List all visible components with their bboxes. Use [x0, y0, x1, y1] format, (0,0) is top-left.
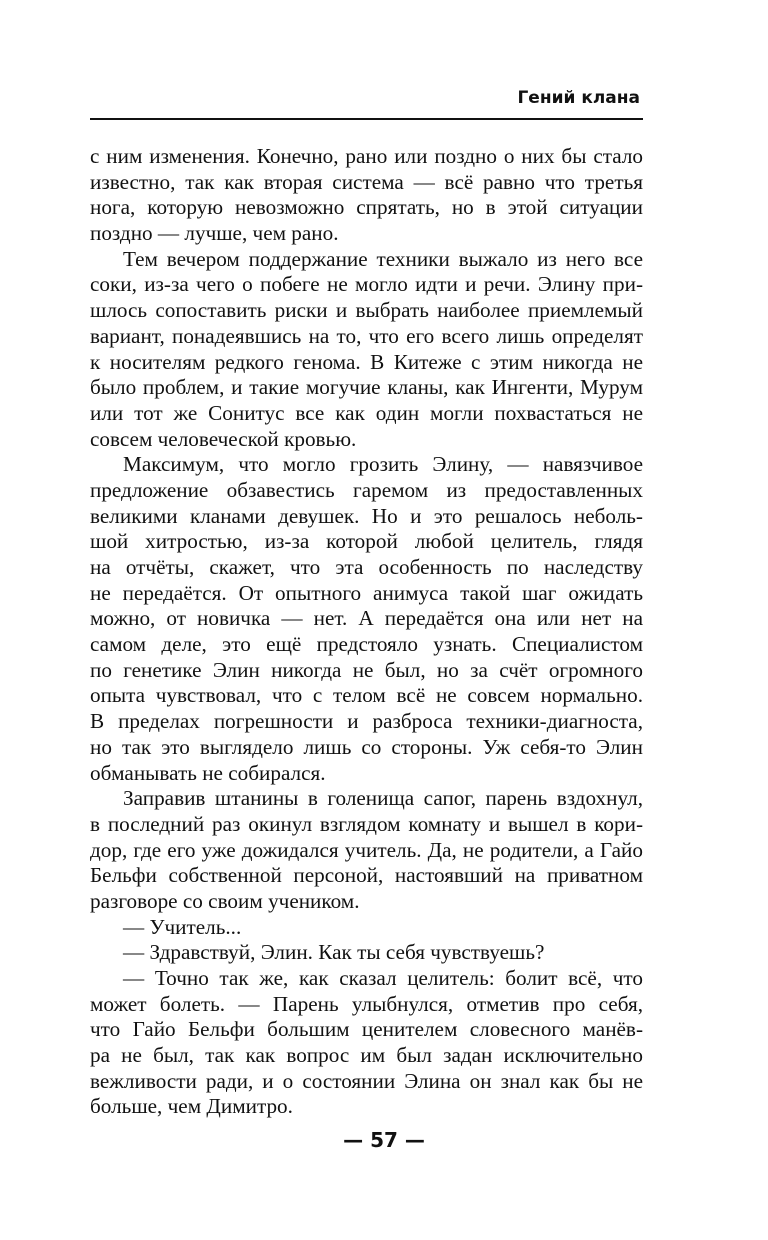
text-line: по генетике Элин никогда не был, но за счёт огромного	[90, 657, 643, 682]
text-line: Максимум, что могло грозить Элину, — навязчивое	[123, 452, 643, 477]
text-line: — Здравствуй, Элин. Как ты себя чувствуешь?	[123, 940, 545, 965]
text-line: обманывать не собирался.	[90, 760, 326, 785]
text-line: — Точно так же, как сказал целитель: болит всё, что	[123, 966, 643, 990]
text-line: Бельфи собственной персоной, настоявший на приватном	[90, 863, 643, 888]
text-line: ра не был, так как вопрос им был задан исключительно	[90, 1043, 643, 1068]
text-line: но так это выглядело лишь со стороны. Уж себя-то Элин	[90, 734, 643, 759]
text-line: вариант, понадеявшись на то, что его всего лишь определят	[90, 323, 643, 348]
text-line: шлось сопоставить риски и выбрать наиболее приемлемый	[90, 298, 643, 323]
text-line: можно, от новичка — нет. А передаётся она или нет на	[90, 606, 643, 631]
text-line: на отчёты, скажет, что эта особенность по наследству	[90, 555, 643, 579]
text-line: больше, чем Димитро.	[90, 1094, 293, 1119]
text-line: В пределах погрешности и разброса техники-диагноста,	[90, 709, 643, 734]
page-number: — 57 —	[343, 1128, 425, 1152]
text-line: — Учитель...	[123, 914, 242, 939]
text-line: с ним изменения. Конечно, рано или поздно о них бы стало	[90, 144, 643, 168]
text-line: дор, где его уже дожидался учитель. Да, не родители, а Гайо	[90, 837, 643, 862]
text-line: в последний раз окинул взглядом комнату и вышел в кори-	[90, 811, 643, 836]
text-line: Заправив штанины в голенища сапог, парень вздохнул,	[123, 786, 643, 811]
text-line: разговоре со своим учеником.	[90, 888, 360, 913]
text-line: шой хитростью, из-за которой любой целитель, глядя	[90, 529, 643, 554]
text-line: поздно — лучше, чем рано.	[90, 221, 339, 246]
text-line: Тем вечером поддержание техники выжало из него все	[123, 246, 643, 271]
running-head: Гений клана	[517, 88, 640, 108]
text-line: к носителям редкого генома. В Китеже с этим никогда не	[90, 349, 643, 374]
text-line: вежливости ради, и о состоянии Элина он знал как бы не	[90, 1068, 643, 1093]
text-line: может болеть. — Парень улыбнулся, отметив про себя,	[90, 991, 643, 1016]
text-line: опыта чувствовал, что с телом всё не совсем нормально.	[90, 683, 643, 708]
text-line: великими кланами девушек. Но и это решалось неболь-	[90, 503, 643, 528]
text-line: или тот же Сонитус все как один могли похвастаться не	[90, 400, 643, 425]
text-line: соки, из-за чего о побеге не могло идти и речи. Элину при-	[90, 272, 643, 297]
text-line: предложение обзавестись гаремом из предоставленных	[90, 477, 643, 502]
text-line: не передаётся. От опытного анимуса такой шаг ожидать	[90, 580, 643, 605]
text-line: самом деле, это ещё предстояло узнать. Специалистом	[90, 632, 643, 657]
header-rule	[90, 118, 643, 120]
text-line: нога, которую невозможно спрятать, но в этой ситуации	[90, 195, 643, 220]
text-line: известно, так как вторая система — всё равно что третья	[90, 169, 643, 194]
text-line: что Гайо Бельфи большим ценителем словесного манёв-	[90, 1017, 643, 1042]
text-line: было проблем, и такие могучие кланы, как Ингенти, Мурум	[90, 375, 643, 400]
text-line: совсем человеческой кровью.	[90, 426, 357, 451]
body-text	[90, 144, 643, 1120]
